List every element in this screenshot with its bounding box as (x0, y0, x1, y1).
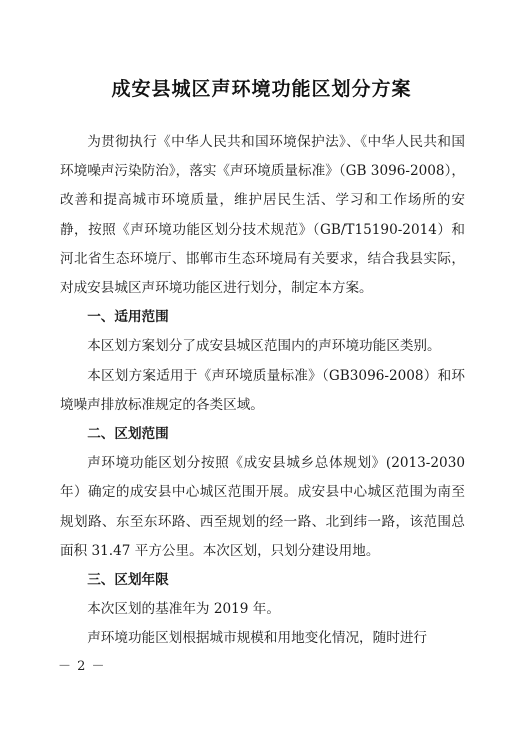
section-heading-range: 二、区划范围 (87, 426, 169, 443)
section-heading-period: 三、区划年限 (87, 572, 169, 589)
period-paragraph-1: 本次区划的基准年为 2019 年。 (87, 601, 280, 618)
section-heading-scope: 一、适用范围 (87, 309, 169, 326)
range-paragraph: 声环境功能区划分按照《成安县城乡总体规划》(2013-2030年）确定的成安县中心城区范围开展。成安县中心城区范围为南至规划路、东至东环路、西至规划的经一路、北到纬一路，该范围总面积 31.47 平方公里。本次区划，只划分建设用地。 (60, 455, 465, 559)
period-paragraph-2: 声环境功能区划根据城市规模和用地变化情况，随时进行 (87, 630, 428, 647)
page-number: － 2 － (58, 659, 106, 674)
document-body (60, 128, 465, 654)
document-title: 成安县城区声环境功能区划分方案 (111, 78, 412, 100)
scope-paragraph-2: 本区划方案适用于《声环境质量标准》（GB3096-2008）和环境噪声排放标准规定的各类区域。 (60, 367, 465, 413)
scope-paragraph-1: 本区划方案划分了成安县城区范围内的声环境功能区类别。 (87, 338, 441, 355)
intro-paragraph: 为贯彻执行《中华人民共和国环境保护法》、《中华人民共和国环境噪声污染防治》，落实《声环境质量标准》（GB 3096-2008），改善和提高城市环境质量，维护居民生活、学习和工作场所的安静，按照《声环境功能区划分技术规范》（GB/T15190-2014）和河北省生态环境厅、邯郸市生态环境局有关要求，结合我县实际，对成安县城区声环境功能区进行划分，制定本方案。 (60, 134, 465, 297)
